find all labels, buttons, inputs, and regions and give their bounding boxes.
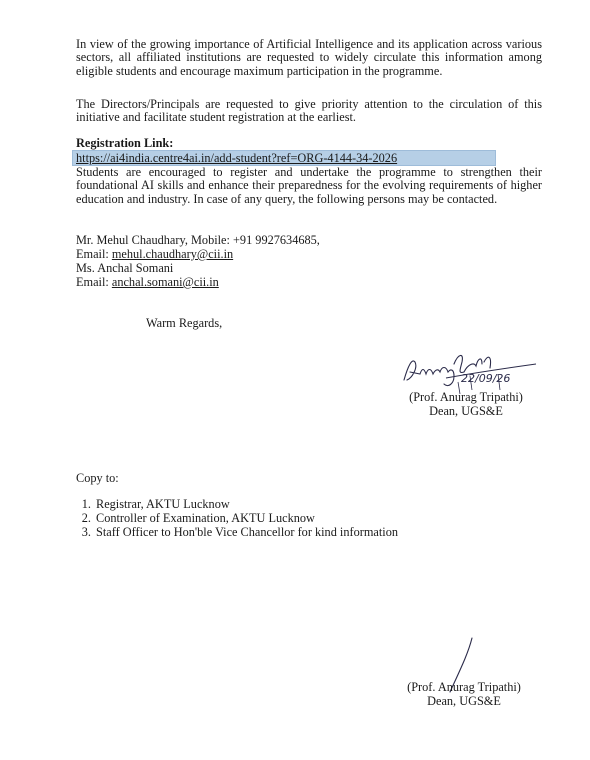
email-label: Email:	[76, 247, 112, 261]
copy-to-heading: Copy to:	[76, 471, 119, 485]
signatory-name: (Prof. Anurag Tripathi)	[407, 680, 521, 694]
email-label: Email:	[76, 275, 112, 289]
paragraph-ai-importance: In view of the growing importance of Artificial Intelligence and its application across various sectors, all affiliated institutions are requested to widely circulate this information among eligible students and encourage maximum participation in the programme.	[76, 37, 542, 78]
contact1-email-link[interactable]: mehul.chaudhary@cii.in	[111, 247, 234, 261]
handwritten-date: 22/09/26	[461, 372, 511, 385]
paragraph-students-encouraged: Students are encouraged to register and undertake the programme to strengthen their foundational AI skills and enhance their preparedness for the evolving requirements of higher education and industry. In case of any query, the following persons may be contacted.	[76, 165, 542, 206]
copy-to-item: 3. Staff Officer to Hon'ble Vice Chancellor for kind information	[94, 525, 398, 539]
copy-to-item: 2. Controller of Examination, AKTU Lucknow	[94, 511, 398, 525]
handwritten-signature-image	[398, 344, 538, 396]
closing-regards: Warm Regards,	[146, 316, 223, 330]
signature-block-2	[398, 680, 530, 708]
contact1-email-line	[76, 247, 233, 261]
signatory-title: Dean, UGS&E	[427, 694, 501, 708]
signatory-name: (Prof. Anurag Tripathi)	[409, 390, 523, 404]
copy-to-item: 1. Registrar, AKTU Lucknow	[94, 497, 398, 511]
registration-heading: Registration Link:	[76, 136, 174, 150]
contact1-line: Mr. Mehul Chaudhary, Mobile: +91 9927634685,	[76, 233, 320, 247]
paragraph-directors-request: The Directors/Principals are requested to give priority attention to the circulation of this initiative and facilitate student registration at the earliest.	[76, 97, 542, 125]
registration-link[interactable]: https://ai4india.centre4ai.in/add-student?ref=ORG-4144-34-2026	[72, 150, 496, 166]
copy-to-list	[76, 497, 398, 539]
signatory-title: Dean, UGS&E	[429, 404, 503, 418]
contact2-name: Ms. Anchal Somani	[76, 261, 174, 275]
contact2-email-link[interactable]: anchal.somani@cii.in	[111, 275, 219, 289]
contact2-email-line	[76, 275, 219, 289]
signature-block	[400, 390, 532, 418]
